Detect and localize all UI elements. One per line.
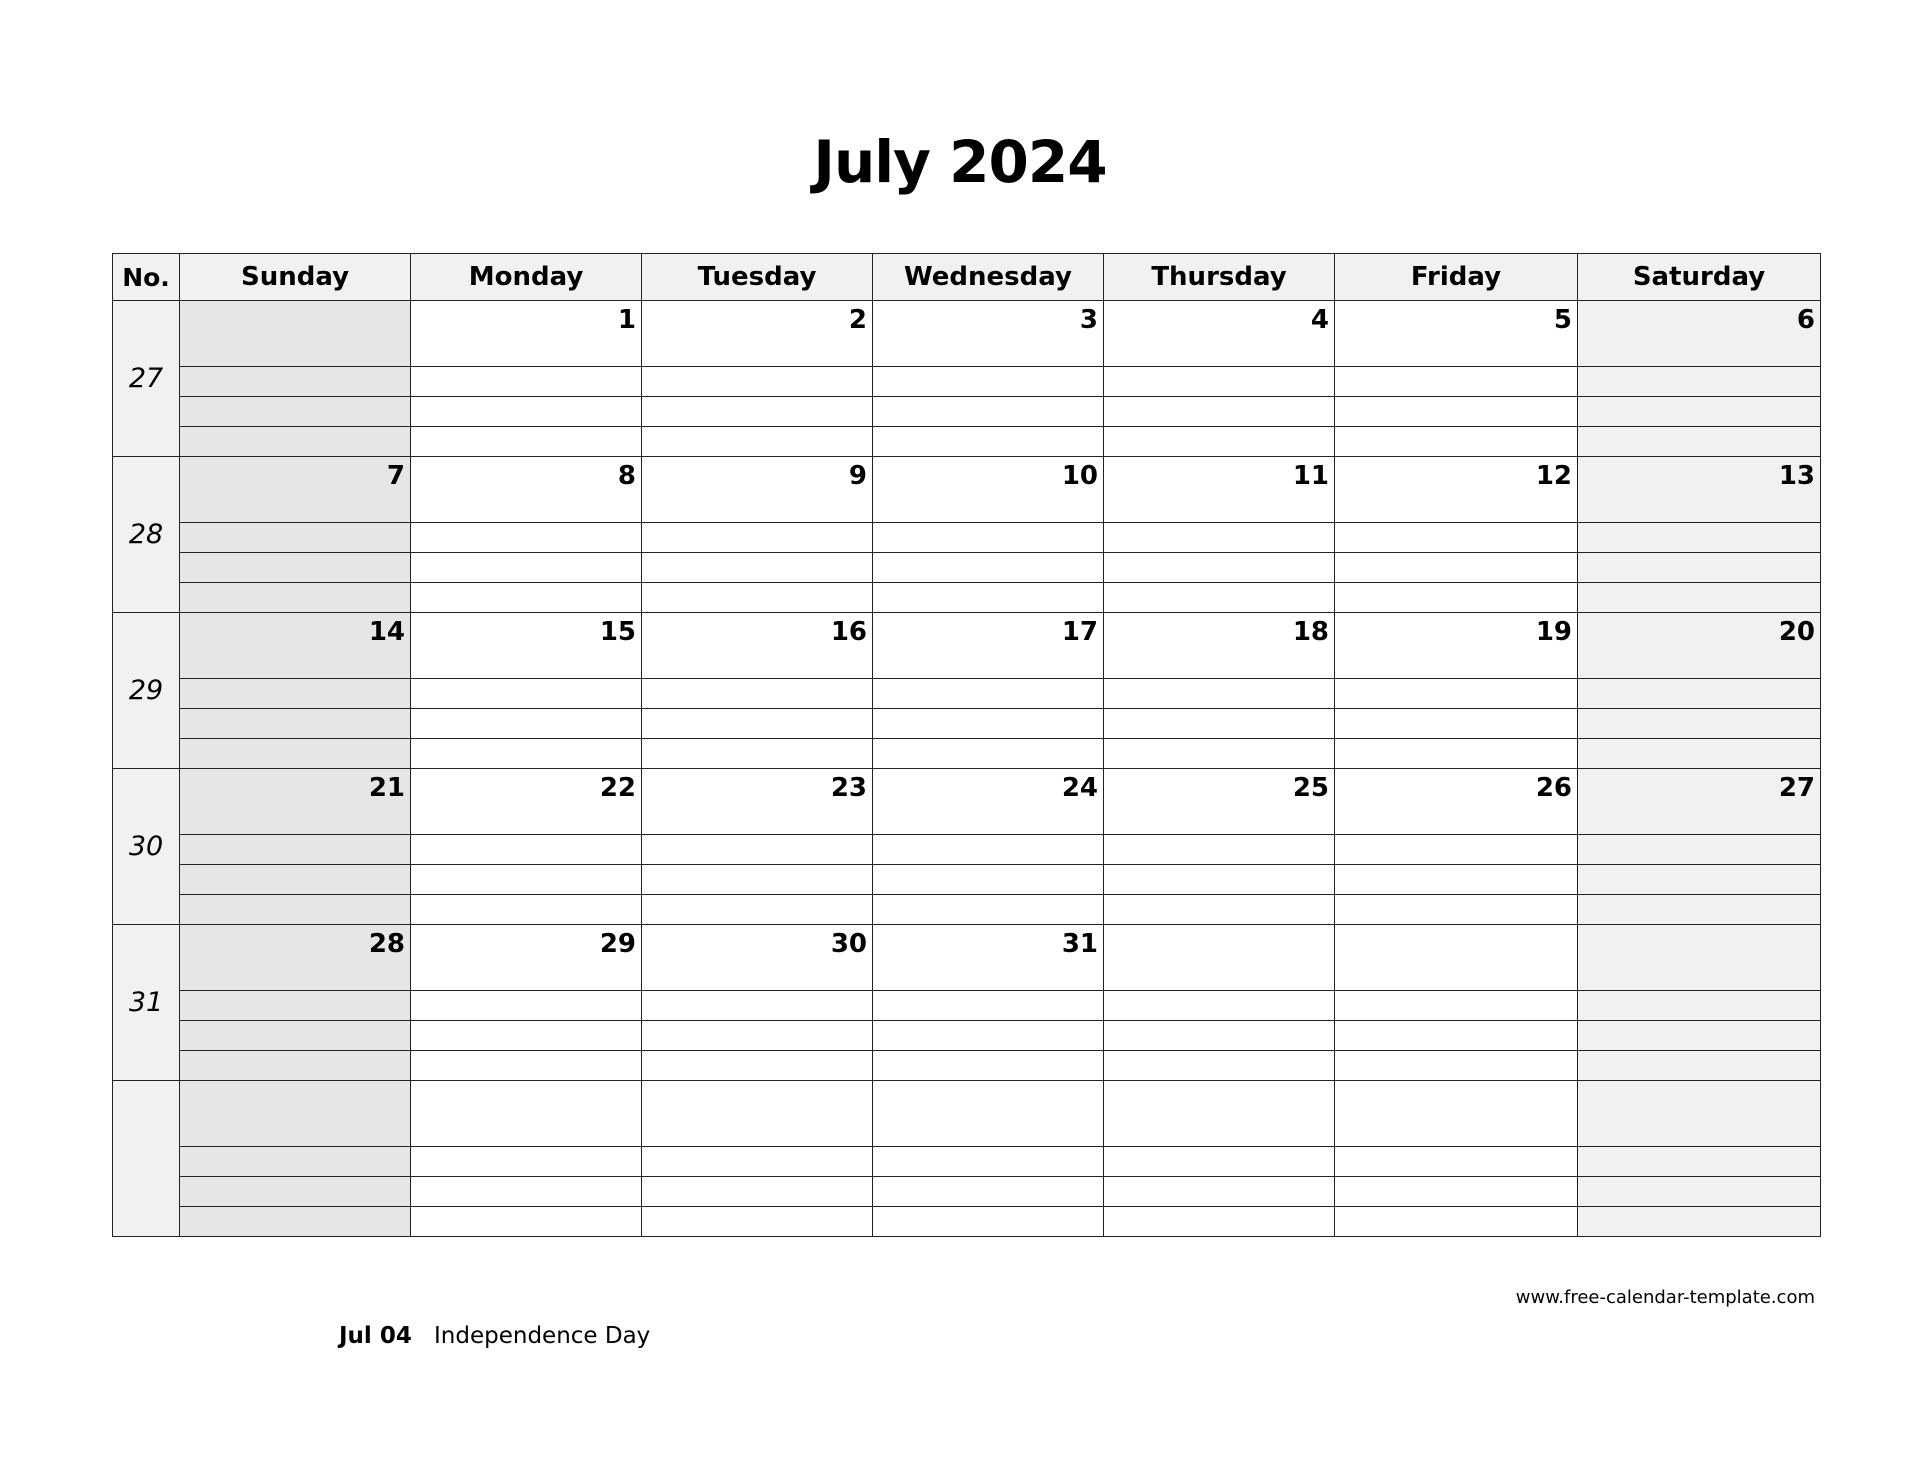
note-line-saturday[interactable] bbox=[1578, 583, 1821, 613]
note-line-thursday[interactable] bbox=[1104, 397, 1335, 427]
note-line-sunday[interactable] bbox=[180, 1051, 411, 1081]
note-line-wednesday[interactable] bbox=[873, 427, 1104, 457]
note-line-thursday[interactable] bbox=[1104, 427, 1335, 457]
day-number bbox=[1572, 940, 1577, 946]
day-number: 10 bbox=[1061, 461, 1098, 491]
note-line-thursday[interactable] bbox=[1104, 739, 1335, 769]
note-line-row bbox=[113, 1021, 1821, 1051]
note-line-wednesday[interactable] bbox=[873, 1177, 1104, 1207]
source-url: www.free-calendar-template.com bbox=[1515, 1287, 1815, 1308]
note-line-thursday[interactable] bbox=[1104, 1177, 1335, 1207]
week-number: 27 bbox=[113, 301, 180, 457]
note-line-friday[interactable] bbox=[1335, 679, 1578, 709]
day-number bbox=[1815, 1096, 1820, 1102]
note-line-thursday[interactable] bbox=[1104, 523, 1335, 553]
note-line-friday[interactable] bbox=[1335, 1147, 1578, 1177]
day-number bbox=[867, 1096, 872, 1102]
note-line-friday[interactable] bbox=[1335, 709, 1578, 739]
note-line-saturday[interactable] bbox=[1578, 709, 1821, 739]
note-line-monday[interactable] bbox=[411, 583, 642, 613]
weekday-header-thursday: Thursday bbox=[1104, 254, 1335, 301]
day-cell-saturday[interactable] bbox=[1578, 925, 1821, 991]
note-line-sunday[interactable] bbox=[180, 865, 411, 895]
day-number: 22 bbox=[599, 773, 636, 803]
note-line-monday[interactable] bbox=[411, 1177, 642, 1207]
note-line-row bbox=[113, 427, 1821, 457]
note-line-friday[interactable] bbox=[1335, 835, 1578, 865]
note-line-saturday[interactable] bbox=[1578, 367, 1821, 397]
note-line-tuesday[interactable] bbox=[642, 895, 873, 925]
note-line-row bbox=[113, 1051, 1821, 1081]
note-line-friday[interactable] bbox=[1335, 739, 1578, 769]
note-line-monday[interactable] bbox=[411, 523, 642, 553]
week-number: 31 bbox=[113, 925, 180, 1081]
week-row bbox=[113, 1081, 1821, 1147]
day-cell-thursday[interactable] bbox=[1104, 1081, 1335, 1147]
day-number: 27 bbox=[1778, 773, 1815, 803]
day-cell-monday[interactable] bbox=[411, 769, 642, 835]
day-cell-wednesday[interactable] bbox=[873, 925, 1104, 991]
note-line-friday[interactable] bbox=[1335, 991, 1578, 1021]
holiday-name: Independence Day bbox=[434, 1323, 651, 1349]
note-line-saturday[interactable] bbox=[1578, 679, 1821, 709]
day-number: 8 bbox=[617, 461, 636, 491]
day-number: 25 bbox=[1292, 773, 1329, 803]
day-cell-sunday[interactable] bbox=[180, 769, 411, 835]
note-line-monday[interactable] bbox=[411, 1051, 642, 1081]
note-line-friday[interactable] bbox=[1335, 1177, 1578, 1207]
weekday-header-friday: Friday bbox=[1335, 254, 1578, 301]
note-line-tuesday[interactable] bbox=[642, 835, 873, 865]
note-line-sunday[interactable] bbox=[180, 523, 411, 553]
note-line-sunday[interactable] bbox=[180, 1177, 411, 1207]
note-line-monday[interactable] bbox=[411, 709, 642, 739]
day-number: 31 bbox=[1061, 929, 1098, 959]
week-number: 28 bbox=[113, 457, 180, 613]
day-cell-thursday[interactable] bbox=[1104, 301, 1335, 367]
week-number-header: No. bbox=[113, 254, 180, 301]
note-line-tuesday[interactable] bbox=[642, 709, 873, 739]
day-number: 16 bbox=[830, 617, 867, 647]
note-line-row bbox=[113, 835, 1821, 865]
note-line-saturday[interactable] bbox=[1578, 1177, 1821, 1207]
day-cell-wednesday[interactable] bbox=[873, 301, 1104, 367]
day-cell-tuesday[interactable] bbox=[642, 613, 873, 679]
note-line-sunday[interactable] bbox=[180, 709, 411, 739]
day-number bbox=[1329, 1096, 1334, 1102]
note-line-wednesday[interactable] bbox=[873, 865, 1104, 895]
note-line-tuesday[interactable] bbox=[642, 991, 873, 1021]
day-number: 29 bbox=[599, 929, 636, 959]
note-line-thursday[interactable] bbox=[1104, 583, 1335, 613]
note-line-thursday[interactable] bbox=[1104, 553, 1335, 583]
note-line-wednesday[interactable] bbox=[873, 397, 1104, 427]
note-line-monday[interactable] bbox=[411, 1147, 642, 1177]
note-line-sunday[interactable] bbox=[180, 1207, 411, 1237]
week-row bbox=[113, 613, 1821, 679]
day-cell-saturday[interactable] bbox=[1578, 613, 1821, 679]
note-line-tuesday[interactable] bbox=[642, 679, 873, 709]
day-cell-saturday[interactable] bbox=[1578, 301, 1821, 367]
note-line-friday[interactable] bbox=[1335, 367, 1578, 397]
note-line-friday[interactable] bbox=[1335, 895, 1578, 925]
note-line-monday[interactable] bbox=[411, 679, 642, 709]
day-number: 30 bbox=[830, 929, 867, 959]
note-line-tuesday[interactable] bbox=[642, 1021, 873, 1051]
note-line-wednesday[interactable] bbox=[873, 1147, 1104, 1177]
day-cell-saturday[interactable] bbox=[1578, 769, 1821, 835]
day-number: 21 bbox=[368, 773, 405, 803]
note-line-wednesday[interactable] bbox=[873, 739, 1104, 769]
note-line-row bbox=[113, 397, 1821, 427]
note-line-tuesday[interactable] bbox=[642, 367, 873, 397]
day-number bbox=[1572, 1096, 1577, 1102]
day-number bbox=[405, 316, 410, 322]
note-line-friday[interactable] bbox=[1335, 427, 1578, 457]
day-number: 14 bbox=[368, 617, 405, 647]
day-cell-wednesday[interactable] bbox=[873, 1081, 1104, 1147]
note-line-tuesday[interactable] bbox=[642, 739, 873, 769]
day-cell-sunday[interactable] bbox=[180, 1081, 411, 1147]
day-cell-thursday[interactable] bbox=[1104, 769, 1335, 835]
day-number bbox=[1098, 1096, 1103, 1102]
note-line-wednesday[interactable] bbox=[873, 1051, 1104, 1081]
calendar-body bbox=[113, 301, 1821, 1237]
note-line-thursday[interactable] bbox=[1104, 835, 1335, 865]
calendar-title: July 2024 bbox=[813, 128, 1107, 196]
day-cell-friday[interactable] bbox=[1335, 925, 1578, 991]
day-number bbox=[636, 1096, 641, 1102]
note-line-thursday[interactable] bbox=[1104, 709, 1335, 739]
note-line-friday[interactable] bbox=[1335, 553, 1578, 583]
note-line-tuesday[interactable] bbox=[642, 583, 873, 613]
note-line-thursday[interactable] bbox=[1104, 679, 1335, 709]
day-number: 1 bbox=[617, 305, 636, 335]
day-number: 18 bbox=[1292, 617, 1329, 647]
note-line-sunday[interactable] bbox=[180, 991, 411, 1021]
day-cell-sunday[interactable] bbox=[180, 925, 411, 991]
week-row bbox=[113, 769, 1821, 835]
day-cell-monday[interactable] bbox=[411, 457, 642, 523]
note-line-row bbox=[113, 895, 1821, 925]
note-line-sunday[interactable] bbox=[180, 895, 411, 925]
note-line-sunday[interactable] bbox=[180, 1147, 411, 1177]
note-line-thursday[interactable] bbox=[1104, 1147, 1335, 1177]
note-line-saturday[interactable] bbox=[1578, 553, 1821, 583]
day-number: 11 bbox=[1292, 461, 1329, 491]
note-line-monday[interactable] bbox=[411, 895, 642, 925]
weekday-header-sunday: Sunday bbox=[180, 254, 411, 301]
note-line-row bbox=[113, 739, 1821, 769]
day-cell-monday[interactable] bbox=[411, 301, 642, 367]
weekday-header-monday: Monday bbox=[411, 254, 642, 301]
day-number: 23 bbox=[830, 773, 867, 803]
day-cell-thursday[interactable] bbox=[1104, 457, 1335, 523]
note-line-wednesday[interactable] bbox=[873, 1021, 1104, 1051]
note-line-friday[interactable] bbox=[1335, 1207, 1578, 1237]
note-line-monday[interactable] bbox=[411, 739, 642, 769]
note-line-sunday[interactable] bbox=[180, 1021, 411, 1051]
day-cell-monday[interactable] bbox=[411, 613, 642, 679]
note-line-row bbox=[113, 553, 1821, 583]
day-cell-saturday[interactable] bbox=[1578, 1081, 1821, 1147]
note-line-tuesday[interactable] bbox=[642, 1147, 873, 1177]
note-line-row bbox=[113, 679, 1821, 709]
note-line-monday[interactable] bbox=[411, 991, 642, 1021]
note-line-saturday[interactable] bbox=[1578, 895, 1821, 925]
note-line-wednesday[interactable] bbox=[873, 553, 1104, 583]
note-line-thursday[interactable] bbox=[1104, 1021, 1335, 1051]
note-line-sunday[interactable] bbox=[180, 835, 411, 865]
day-cell-sunday[interactable] bbox=[180, 301, 411, 367]
note-line-friday[interactable] bbox=[1335, 865, 1578, 895]
note-line-row bbox=[113, 709, 1821, 739]
day-cell-thursday[interactable] bbox=[1104, 925, 1335, 991]
note-line-tuesday[interactable] bbox=[642, 397, 873, 427]
day-cell-tuesday[interactable] bbox=[642, 301, 873, 367]
note-line-monday[interactable] bbox=[411, 1021, 642, 1051]
day-number: 2 bbox=[848, 305, 867, 335]
holiday-date: Jul 04 bbox=[339, 1323, 412, 1349]
note-line-thursday[interactable] bbox=[1104, 1207, 1335, 1237]
note-line-tuesday[interactable] bbox=[642, 1207, 873, 1237]
note-line-saturday[interactable] bbox=[1578, 397, 1821, 427]
week-row bbox=[113, 301, 1821, 367]
note-line-saturday[interactable] bbox=[1578, 523, 1821, 553]
note-line-sunday[interactable] bbox=[180, 553, 411, 583]
day-cell-tuesday[interactable] bbox=[642, 769, 873, 835]
day-number: 5 bbox=[1553, 305, 1572, 335]
day-number bbox=[1329, 940, 1334, 946]
day-cell-friday[interactable] bbox=[1335, 301, 1578, 367]
week-row bbox=[113, 457, 1821, 523]
day-cell-wednesday[interactable] bbox=[873, 769, 1104, 835]
month-calendar-grid bbox=[112, 253, 1821, 1237]
note-line-wednesday[interactable] bbox=[873, 523, 1104, 553]
day-number: 6 bbox=[1796, 305, 1815, 335]
note-line-row bbox=[113, 583, 1821, 613]
day-number: 9 bbox=[848, 461, 867, 491]
note-line-row bbox=[113, 865, 1821, 895]
note-line-sunday[interactable] bbox=[180, 679, 411, 709]
note-line-friday[interactable] bbox=[1335, 583, 1578, 613]
day-number: 26 bbox=[1535, 773, 1572, 803]
day-cell-wednesday[interactable] bbox=[873, 613, 1104, 679]
day-cell-sunday[interactable] bbox=[180, 457, 411, 523]
day-cell-tuesday[interactable] bbox=[642, 925, 873, 991]
note-line-friday[interactable] bbox=[1335, 1021, 1578, 1051]
week-number bbox=[113, 1081, 180, 1237]
note-line-wednesday[interactable] bbox=[873, 367, 1104, 397]
note-line-wednesday[interactable] bbox=[873, 709, 1104, 739]
note-line-tuesday[interactable] bbox=[642, 523, 873, 553]
note-line-sunday[interactable] bbox=[180, 739, 411, 769]
day-number: 28 bbox=[368, 929, 405, 959]
day-cell-friday[interactable] bbox=[1335, 457, 1578, 523]
day-cell-friday[interactable] bbox=[1335, 769, 1578, 835]
weekday-header-tuesday: Tuesday bbox=[642, 254, 873, 301]
note-line-saturday[interactable] bbox=[1578, 835, 1821, 865]
note-line-saturday[interactable] bbox=[1578, 739, 1821, 769]
day-number: 4 bbox=[1310, 305, 1329, 335]
note-line-saturday[interactable] bbox=[1578, 865, 1821, 895]
note-line-sunday[interactable] bbox=[180, 583, 411, 613]
note-line-monday[interactable] bbox=[411, 553, 642, 583]
note-line-wednesday[interactable] bbox=[873, 835, 1104, 865]
day-cell-tuesday[interactable] bbox=[642, 457, 873, 523]
note-line-saturday[interactable] bbox=[1578, 427, 1821, 457]
note-line-row bbox=[113, 991, 1821, 1021]
note-line-tuesday[interactable] bbox=[642, 553, 873, 583]
note-line-tuesday[interactable] bbox=[642, 1051, 873, 1081]
weekday-header-saturday: Saturday bbox=[1578, 254, 1821, 301]
day-cell-monday[interactable] bbox=[411, 1081, 642, 1147]
note-line-monday[interactable] bbox=[411, 835, 642, 865]
note-line-tuesday[interactable] bbox=[642, 865, 873, 895]
note-line-tuesday[interactable] bbox=[642, 427, 873, 457]
day-number: 15 bbox=[599, 617, 636, 647]
day-number: 20 bbox=[1778, 617, 1815, 647]
note-line-monday[interactable] bbox=[411, 427, 642, 457]
note-line-sunday[interactable] bbox=[180, 367, 411, 397]
day-number: 13 bbox=[1778, 461, 1815, 491]
note-line-saturday[interactable] bbox=[1578, 991, 1821, 1021]
note-line-saturday[interactable] bbox=[1578, 1207, 1821, 1237]
note-line-row bbox=[113, 1147, 1821, 1177]
note-line-monday[interactable] bbox=[411, 397, 642, 427]
day-cell-saturday[interactable] bbox=[1578, 457, 1821, 523]
day-cell-friday[interactable] bbox=[1335, 613, 1578, 679]
day-number: 24 bbox=[1061, 773, 1098, 803]
note-line-row bbox=[113, 1207, 1821, 1237]
note-line-row bbox=[113, 1177, 1821, 1207]
day-number: 12 bbox=[1535, 461, 1572, 491]
note-line-wednesday[interactable] bbox=[873, 583, 1104, 613]
note-line-thursday[interactable] bbox=[1104, 991, 1335, 1021]
note-line-row bbox=[113, 523, 1821, 553]
weekday-header-wednesday: Wednesday bbox=[873, 254, 1104, 301]
note-line-thursday[interactable] bbox=[1104, 1051, 1335, 1081]
note-line-thursday[interactable] bbox=[1104, 895, 1335, 925]
note-line-saturday[interactable] bbox=[1578, 1051, 1821, 1081]
note-line-friday[interactable] bbox=[1335, 1051, 1578, 1081]
day-cell-wednesday[interactable] bbox=[873, 457, 1104, 523]
note-line-friday[interactable] bbox=[1335, 397, 1578, 427]
note-line-thursday[interactable] bbox=[1104, 367, 1335, 397]
day-number bbox=[1815, 940, 1820, 946]
note-line-sunday[interactable] bbox=[180, 427, 411, 457]
day-number: 7 bbox=[386, 461, 405, 491]
note-line-sunday[interactable] bbox=[180, 397, 411, 427]
day-cell-sunday[interactable] bbox=[180, 613, 411, 679]
day-cell-friday[interactable] bbox=[1335, 1081, 1578, 1147]
note-line-wednesday[interactable] bbox=[873, 895, 1104, 925]
note-line-monday[interactable] bbox=[411, 865, 642, 895]
day-number: 3 bbox=[1079, 305, 1098, 335]
note-line-wednesday[interactable] bbox=[873, 991, 1104, 1021]
note-line-saturday[interactable] bbox=[1578, 1021, 1821, 1051]
note-line-friday[interactable] bbox=[1335, 523, 1578, 553]
day-number bbox=[405, 1096, 410, 1102]
day-cell-thursday[interactable] bbox=[1104, 613, 1335, 679]
weekday-header-row bbox=[113, 254, 1821, 301]
day-cell-tuesday[interactable] bbox=[642, 1081, 873, 1147]
day-number: 19 bbox=[1535, 617, 1572, 647]
day-number: 17 bbox=[1061, 617, 1098, 647]
note-line-thursday[interactable] bbox=[1104, 865, 1335, 895]
note-line-tuesday[interactable] bbox=[642, 1177, 873, 1207]
note-line-wednesday[interactable] bbox=[873, 679, 1104, 709]
note-line-monday[interactable] bbox=[411, 1207, 642, 1237]
note-line-monday[interactable] bbox=[411, 367, 642, 397]
week-row bbox=[113, 925, 1821, 991]
note-line-row bbox=[113, 367, 1821, 397]
week-number: 29 bbox=[113, 613, 180, 769]
day-cell-monday[interactable] bbox=[411, 925, 642, 991]
note-line-wednesday[interactable] bbox=[873, 1207, 1104, 1237]
note-line-saturday[interactable] bbox=[1578, 1147, 1821, 1177]
week-number: 30 bbox=[113, 769, 180, 925]
